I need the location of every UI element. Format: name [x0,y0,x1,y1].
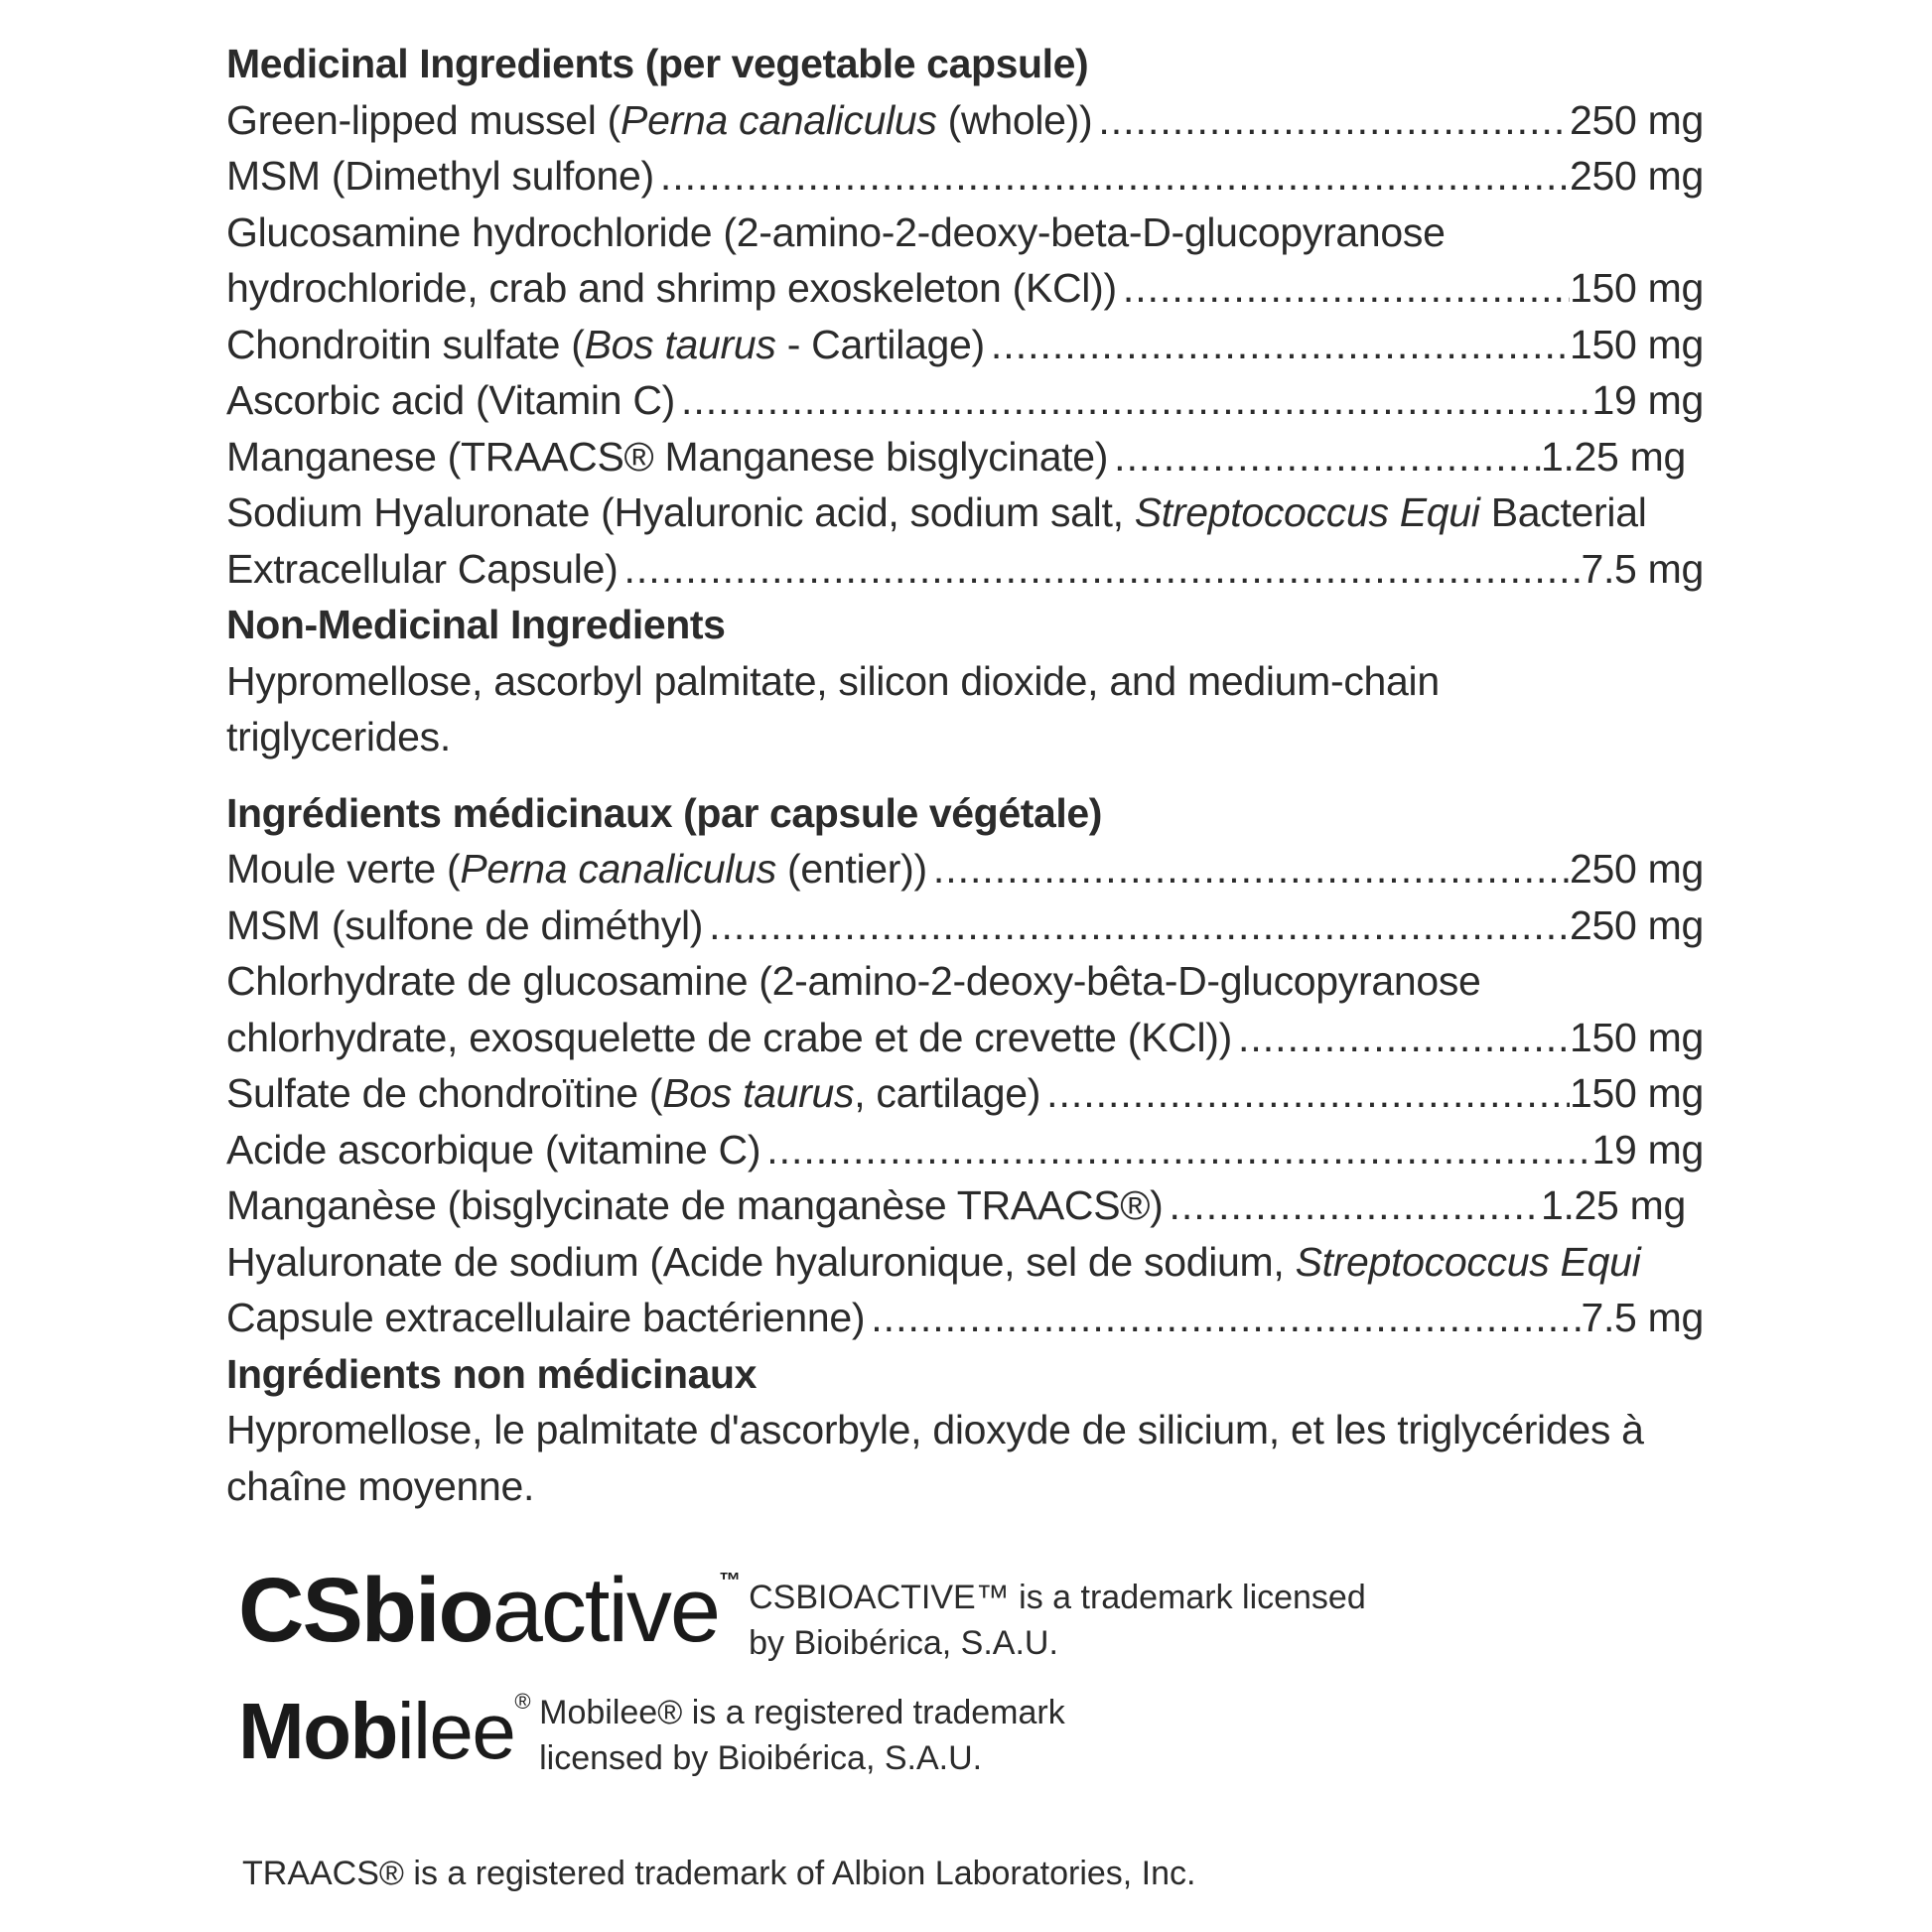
ingredient-amount: 150 mg [1570,265,1704,311]
ingredient-name: MSM (Dimethyl sulfone) [226,153,654,199]
dot-leader [760,1122,1591,1178]
ingredient-name: Chondroitin sulfate (Bos taurus - Cartilage) [226,321,985,367]
dot-leader [1117,260,1570,317]
ingredient-name: Extracellular Capsule) [226,545,619,592]
ingredient-name: Capsule extracellulaire bactérienne) [226,1295,866,1340]
ingredient-amount: 19 mg [1591,1126,1704,1173]
ingredient-label [226,36,1716,1514]
ingredient-row-moule-verte [226,841,1716,897]
ingredient-amount: 150 mg [1570,1014,1704,1060]
ingredient-row-sodium-hyaluronate [226,541,1716,598]
ingredient-row-acide-ascorbique [226,1122,1716,1178]
traacs-trademark-note: TRAACS® is a registered trademark of Albion Laboratories, Inc. [242,1855,1196,1892]
ingredient-row-manganese-fr [226,1177,1698,1234]
ingredient-row-green-lipped-mussel [226,92,1716,149]
dot-leader [703,897,1570,954]
ingredient-row-glucosamine [226,260,1716,317]
ingredient-name: hydrochloride, crab and shrimp exoskeleton (KCl)) [226,265,1117,311]
dot-leader [1092,92,1570,149]
ingredient-name-line: Chlorhydrate de glucosamine (2-amino-2-deoxy-bêta-D-glucopyranose [226,958,1481,1004]
medicinal-ingredients-heading-fr: Ingrédients médicinaux (par capsule végétale) [226,789,1103,836]
ingredient-name: Manganèse (bisglycinate de manganèse TRAACS®) [226,1182,1164,1228]
ingredient-amount: 250 mg [1570,846,1704,892]
dot-leader [675,372,1592,429]
dot-leader [1164,1177,1541,1234]
dot-leader [654,148,1570,205]
non-medicinal-ingredients-text: Hypromellose, le palmitate d'ascorbyle, dioxyde de silicium, et les triglycérides à [226,1407,1644,1452]
ingredient-row-chondroitine [226,1065,1716,1122]
ingredient-amount: 150 mg [1570,1070,1704,1116]
medicinal-ingredients-heading: Medicinal Ingredients (per vegetable capsule) [226,41,1089,86]
dot-leader [985,317,1570,373]
ingredient-amount: 1.25 mg [1540,433,1686,480]
ingredient-name: Green-lipped mussel (Perna canaliculus (whole)) [226,96,1093,143]
non-medicinal-ingredients-text: Hypromellose, ascorbyl palmitate, silicon dioxide, and medium-chain [226,657,1440,704]
mobilee-block [238,1684,1529,1781]
ingredient-name: MSM (sulfone de diméthyl) [226,901,704,948]
ingredient-amount: 7.5 mg [1581,1295,1704,1340]
ingredient-row-manganese [226,429,1698,485]
mobilee-logo: Mobilee® [238,1687,530,1775]
ingredient-name: chlorhydrate, exosquelette de crabe et de crevette (KCl)) [226,1014,1232,1060]
ingredient-amount: 7.5 mg [1581,545,1704,592]
csbioactive-trademark-note: CSBIOACTIVE™ is a trademark licensed by Bioibérica, S.A.U. [749,1579,1366,1662]
ingredient-name-line: Glucosamine hydrochloride (2-amino-2-deoxy-beta-D-glucopyranose [226,208,1446,255]
ingredient-row-ascorbic-acid [226,372,1716,429]
dot-leader [1040,1065,1570,1122]
ingredient-row-msm [226,148,1716,205]
non-medicinal-ingredients-text: triglycerides. [226,714,451,759]
csbioactive-logo: CSbioactive™ [238,1560,740,1661]
ingredient-name: Acide ascorbique (vitamine C) [226,1126,761,1173]
section-gap [226,765,1716,785]
non-medicinal-ingredients-heading-fr: Ingrédients non médicinaux [226,1350,758,1397]
ingredient-row-hyaluronate-fr [226,1290,1716,1346]
ingredient-amount: 250 mg [1570,901,1704,948]
ingredient-amount: 250 mg [1570,153,1704,199]
ingredient-name: Manganese (TRAACS® Manganese bisglycinate) [226,433,1109,480]
ingredient-amount: 1.25 mg [1540,1182,1686,1228]
ingredient-row-glucosamine-fr [226,1010,1716,1066]
csbioactive-block [238,1561,1529,1666]
ingredient-name-line: Hyaluronate de sodium (Acide hyaluronique, sel de sodium, Streptococcus Equi [226,1238,1641,1285]
ingredient-amount: 19 mg [1591,377,1704,423]
mobilee-trademark-note: Mobilee® is a registered trademark licensed by Bioibérica, S.A.U. [539,1694,1065,1777]
ingredient-name: Moule verte (Perna canaliculus (entier)) [226,846,927,892]
non-medicinal-ingredients-text: chaîne moyenne. [226,1462,535,1509]
dot-leader [1232,1010,1570,1066]
ingredient-row-chondroitin [226,317,1716,373]
dot-leader [927,841,1570,897]
ingredient-name-line: Sodium Hyaluronate (Hyaluronic acid, sodium salt, Streptococcus Equi Bacterial [226,489,1647,535]
dot-leader [865,1290,1581,1346]
ingredient-row-msm-fr [226,897,1716,954]
ingredient-name: Ascorbic acid (Vitamin C) [226,377,675,423]
non-medicinal-ingredients-heading: Non-Medicinal Ingredients [226,602,726,647]
dot-leader [618,541,1581,598]
ingredient-amount: 250 mg [1570,96,1704,143]
ingredient-name: Sulfate de chondroïtine (Bos taurus, cartilage) [226,1070,1041,1116]
ingredient-amount: 150 mg [1570,321,1704,367]
trademark-logos [238,1561,1529,1781]
dot-leader [1108,429,1541,485]
